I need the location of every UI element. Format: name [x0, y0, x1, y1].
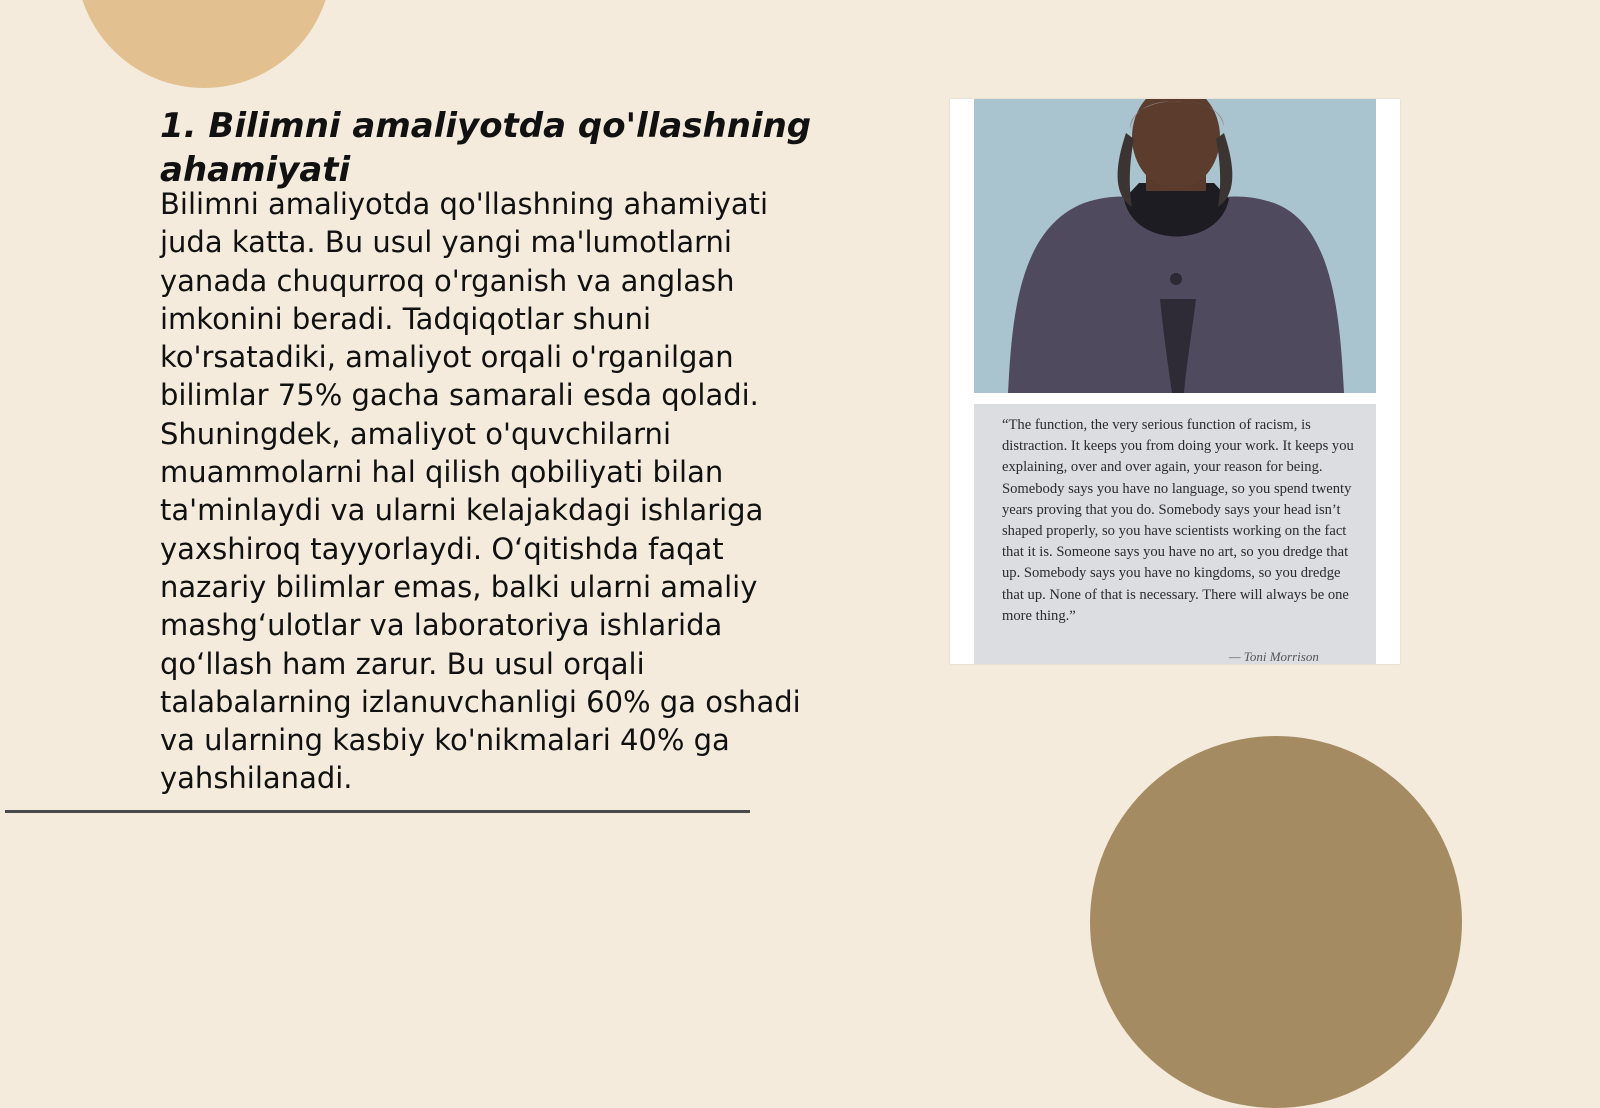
decorative-circle-top — [76, 0, 332, 88]
quote-text: “The function, the very serious function of racism, is distraction. It keeps you from doing your work. It keeps you explaining, over and over again, your reason for being. Somebody says you have no language, so you spend twenty years proving that you do. Somebody says your head isn’t shaped properly, so you have scientists working on the fact that it is. Someone says you have no art, so you dredge that up. Somebody says you have no kingdoms, so you dredge that up. None of that is necessary. There will always be one more thing.” — [1002, 417, 1354, 624]
divider-line — [5, 810, 750, 813]
slide-body-text: Bilimni amaliyotda qo'llashning ahamiyati juda katta. Bu usul yangi ma'lumotlarni yanada chuqurroq o'rganish va anglash imkonini beradi. Tadqiqotlar shuni ko'rsatadiki, amaliyot orqali o'rganilgan bilimlar 75% gacha samarali esda qoladi. Shuningdek, amaliyot o'quvchilarni muammolarni hal qilish qobiliyati bilan ta'minlaydi va ularni kelajakdagi ishlariga yaxshiroq tayyorlaydi. O‘qitishda faqat nazariy bilimlar emas, balki ularni amaliy mashg‘ulotlar va laboratoriya ishlarida qo‘llash ham zarur. Bu usul orqali talabalarning izlanuvchanligi 60% ga oshadi va ularning kasbiy ko'nikmalari 40% ga yahshilanadi. — [160, 187, 801, 796]
quote-figure — [950, 99, 1400, 664]
decorative-circle-bottom — [1090, 736, 1462, 1108]
slide-title: 1. Bilimni amaliyotda qo'llashning ahamiyati — [160, 106, 812, 190]
quote-panel — [974, 404, 1376, 664]
quote-attribution: — Toni Morrison — [1229, 649, 1319, 664]
portrait-photo-icon — [974, 99, 1376, 393]
